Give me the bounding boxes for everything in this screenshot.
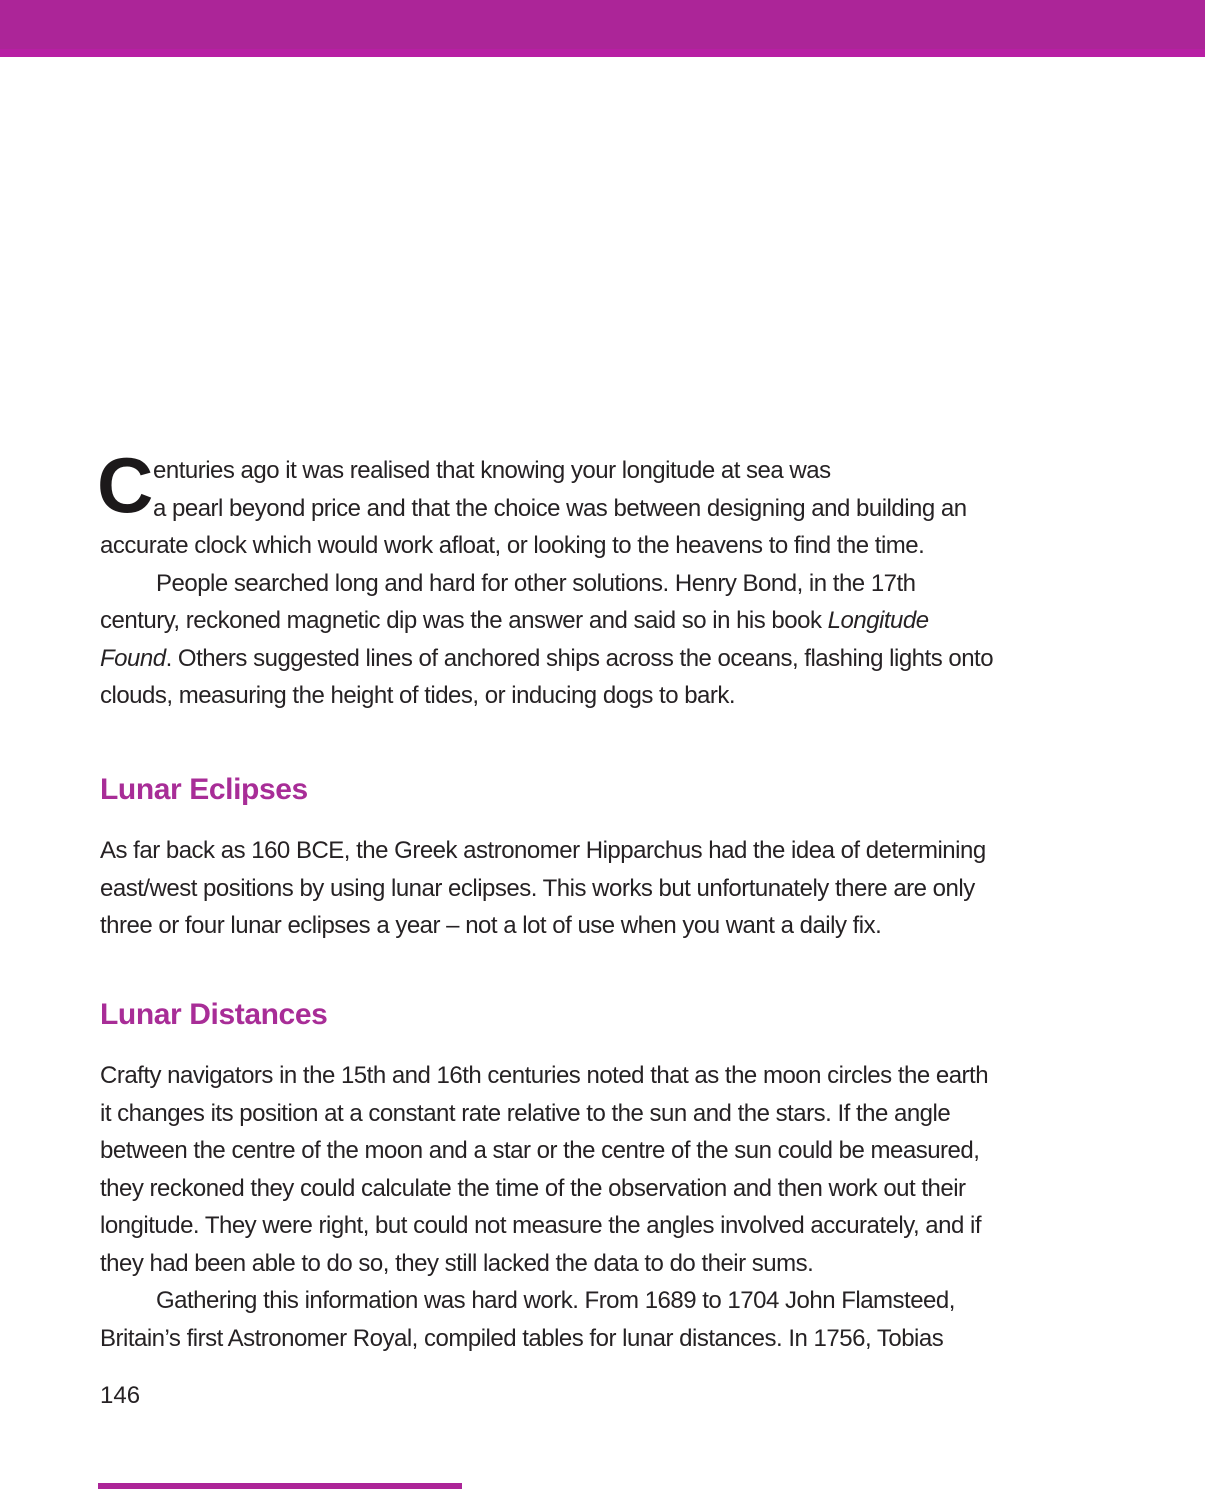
- text-run: they had been able to do so, they still lacked the data to do their sums.: [100, 1249, 814, 1277]
- text-line: [100, 1207, 1100, 1245]
- text-run: they reckoned they could calculate the time of the observation and then work out their: [100, 1174, 966, 1202]
- text-run: longitude. They were right, but could not measure the angles involved accurately, and if: [100, 1212, 981, 1239]
- text-run: clouds, measuring the height of tides, or inducing dogs to bark.: [100, 682, 736, 709]
- italic-text-run: Found: [100, 644, 166, 672]
- text-line: [100, 527, 1100, 565]
- text-run: Britain’s first Astronomer Royal, compiled tables for lunar distances. In 1756, Tobias: [100, 1324, 944, 1352]
- section-heading-lunar-eclipses: Lunar Eclipses: [100, 773, 308, 806]
- text-run: east/west positions by using lunar eclipses. This works but unfortunately there are only: [100, 874, 975, 902]
- text-line: [100, 907, 1100, 945]
- text-run: between the centre of the moon and a star or the centre of the sun could be measured,: [100, 1137, 980, 1164]
- lunar-eclipses-paragraph: [100, 832, 1100, 945]
- text-run: a pearl beyond price and that the choice was between designing and building an: [153, 494, 967, 522]
- italic-text-run: Longitude: [827, 607, 929, 634]
- text-run: Crafty navigators in the 15th and 16th centuries noted that as the moon circles the earth: [100, 1062, 989, 1089]
- text-line: [100, 602, 1100, 640]
- text-line: [100, 1245, 1100, 1283]
- text-line: [100, 1170, 1100, 1208]
- text-line: [100, 1132, 1100, 1170]
- text-line: [100, 677, 1100, 715]
- bottom-color-bar: [98, 1483, 462, 1489]
- text-line: [100, 1320, 1100, 1358]
- text-run: Gathering this information was hard work. From 1689 to 1704 John Flamsteed,: [156, 1287, 955, 1314]
- text-run: People searched long and hard for other solutions. Henry Bond, in the 17th: [156, 569, 916, 597]
- text-line: [100, 640, 1100, 678]
- page-number: 146: [100, 1382, 141, 1409]
- text-run: As far back as 160 BCE, the Greek astronomer Hipparchus had the idea of determining: [100, 837, 986, 864]
- lunar-distances-paragraphs: [100, 1057, 1100, 1357]
- text-run: it changes its position at a constant rate relative to the sun and the stars. If the angle: [100, 1099, 951, 1127]
- drop-cap: C: [97, 441, 154, 529]
- text-line: [156, 1282, 1100, 1320]
- top-color-bar: [0, 0, 1205, 57]
- text-line: [153, 490, 1100, 528]
- opening-paragraphs: [100, 452, 1100, 715]
- section-heading-lunar-distances: Lunar Distances: [100, 998, 328, 1031]
- text-run: accurate clock which would work afloat, or looking to the heavens to find the time.: [100, 532, 925, 559]
- text-run: . Others suggested lines of anchored ships across the oceans, flashing lights onto: [165, 644, 994, 672]
- top-color-bar-edge: [0, 49, 1205, 57]
- text-line: [100, 1057, 1100, 1095]
- text-line: [100, 832, 1100, 870]
- text-run: enturies ago it was realised that knowing your longitude at sea was: [153, 457, 831, 484]
- text-run: three or four lunar eclipses a year – not a lot of use when you want a daily fix.: [100, 912, 882, 939]
- text-line: [100, 1095, 1100, 1133]
- text-line: [156, 565, 1100, 603]
- text-line: [153, 452, 1100, 490]
- text-run: century, reckoned magnetic dip was the answer and said so in his book: [100, 607, 828, 634]
- text-line: [100, 870, 1100, 908]
